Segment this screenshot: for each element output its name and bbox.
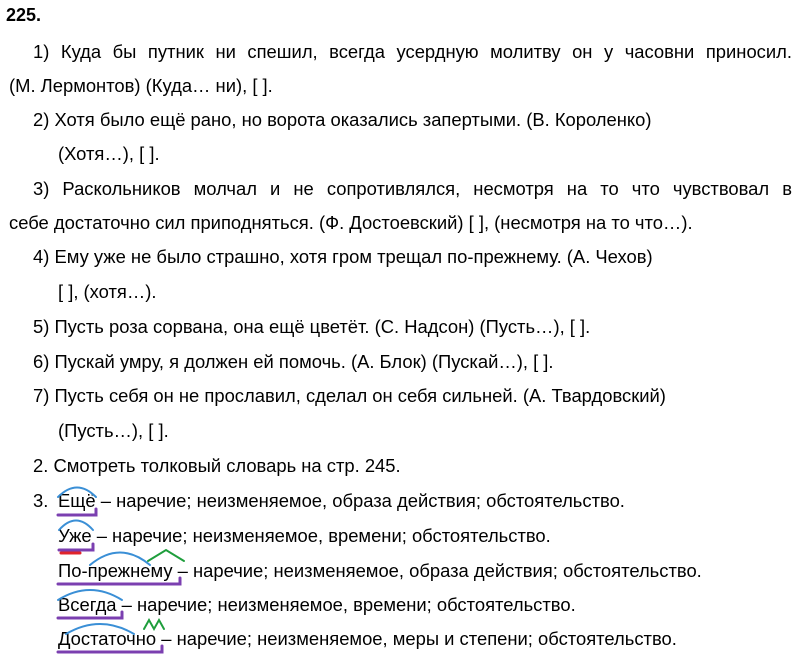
item-7-line-2: (Пусть…), [ ]. bbox=[58, 420, 169, 441]
item-1-line-1: 1) Куда бы путник ни спешил, всегда усердную молитву он у часовни приносил. bbox=[33, 41, 792, 62]
item-6-line: 6) Пускай умру, я должен ей помочь. (А. Блок) (Пускай…), [ ]. bbox=[33, 351, 554, 372]
item-2-line-1: 2) Хотя было ещё рано, но ворота оказались запертыми. (В. Короленко) bbox=[33, 109, 652, 130]
exercise-number: 225. bbox=[6, 5, 42, 25]
row-1-analysis: – наречие; неизменяемое, образа действия; обстоятельство. bbox=[95, 490, 625, 511]
item-4-line-2: [ ], (хотя…). bbox=[58, 281, 157, 302]
word-dostatochno: Достаточно bbox=[58, 628, 157, 649]
row-5-analysis: – наречие; неизменяемое, меры и степени; обстоятельство. bbox=[156, 628, 677, 649]
item-1-line-2: (М. Лермонтов) (Куда… ни), [ ]. bbox=[9, 75, 273, 96]
task-3-row-4 bbox=[58, 594, 576, 616]
task-3-row-3 bbox=[58, 560, 702, 582]
task-2: 2. Смотреть толковый словарь на стр. 245. bbox=[33, 455, 401, 476]
row-4-analysis: – наречие; неизменяемое, времени; обстоятельство. bbox=[116, 594, 576, 615]
word-vsegda: Всегда bbox=[58, 594, 117, 615]
row-3-analysis: – наречие; неизменяемое, образа действия; обстоятельство. bbox=[172, 560, 702, 581]
item-7-line-1: 7) Пусть себя он не прославил, сделал он себя сильней. (А. Твардовский) bbox=[33, 385, 666, 406]
item-3-line-1: 3) Раскольников молчал и не сопротивлялся, несмотря на то что чувствовал в bbox=[33, 178, 792, 199]
task-3-number: 3. bbox=[33, 490, 49, 511]
word-po-prezhnemu: По-прежнему bbox=[58, 560, 173, 581]
item-2-line-2: (Хотя…), [ ]. bbox=[58, 143, 160, 164]
word-eshche: Ещё bbox=[58, 490, 96, 511]
item-5-line: 5) Пусть роза сорвана, она ещё цветёт. (С. Надсон) (Пусть…), [ ]. bbox=[33, 316, 591, 337]
item-3-line-2: себе достаточно сил приподняться. (Ф. Достоевский) [ ], (несмотря на то что…). bbox=[9, 212, 693, 233]
row-2-analysis: – наречие; неизменяемое, времени; обстоятельство. bbox=[91, 525, 551, 546]
word-uzhe: Уже bbox=[58, 525, 92, 546]
task-3-row-5 bbox=[58, 628, 677, 650]
task-3-row-2 bbox=[58, 525, 551, 547]
item-4-line-1: 4) Ему уже не было страшно, хотя гром трещал по-прежнему. (А. Чехов) bbox=[33, 246, 653, 267]
task-3-row-1 bbox=[58, 490, 625, 512]
